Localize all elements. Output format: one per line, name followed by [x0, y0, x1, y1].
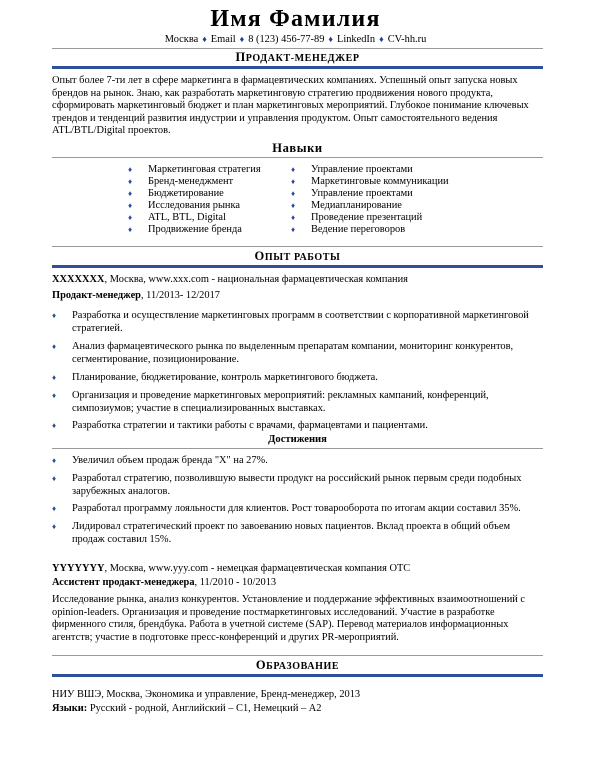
job-duty-item: ♦ Анализ фармацевтического рынка по выделенным препаратам компании, мониторинг конкурентов, сегментирование, позиционирование.: [52, 341, 514, 365]
job-duty-item: ♦ Планирование, бюджетирование, контроль маркетингового бюджета.: [52, 372, 378, 383]
achievement-item: ♦ Разработал стратегию, позволившую вывести продукт на российский рынок первым среди подобных зарубежных аналогов.: [52, 473, 522, 497]
job-duty-item: ♦ Организация и проведение маркетинговых мероприятий: рекламных кампаний, конференций, симпозиумов; участие в специализированных выставках.: [52, 390, 489, 414]
diamond-bullet-icon: ♦: [291, 213, 296, 223]
divider: [52, 655, 543, 656]
divider: [52, 157, 543, 158]
diamond-bullet-icon: ♦: [52, 311, 57, 320]
diamond-bullet-icon: ♦: [128, 165, 133, 174]
diamond-bullet-icon: ♦: [52, 456, 57, 465]
skill-item: ♦ Маркетинговые коммуникации: [291, 176, 449, 188]
experience-heading: ОПЫТ РАБОТЫ: [254, 249, 341, 263]
diamond-bullet-icon: ♦: [52, 342, 57, 351]
summary-text: Опыт более 7-ти лет в сфере маркетинга в фармацевтических компаниях. Успешный опыт запуска новых брендов на рынок. Знаю, как разработать маркетинговую стратегию продвижения нового продукта, сформировать маркетинговый бюджет и план маркетинговых мероприятий. Глубокое понимание ключевых трендов и тенденций развития индустрии и управления продуктом. Опыт самостоятельного ведения ATL/BTL/Digital проектов.: [52, 75, 529, 137]
skills-left-list: [128, 164, 288, 237]
education-line: НИУ ВШЭ, Москва, Экономика и управление, Бренд-менеджер, 2013: [52, 689, 361, 700]
skill-item: ♦ Управление проектами: [291, 164, 413, 175]
diamond-bullet-icon: ♦: [52, 391, 57, 400]
job-duty-item: ♦ Разработка стратегии и тактики работы с врачами, фармацевтами и пациентами.: [52, 420, 428, 431]
job-company-line: XXXXXXX, Москва, www.xxx.com - национальная фармацевтическая компания: [52, 274, 408, 285]
diamond-bullet-icon: ♦: [291, 189, 296, 199]
divider: [52, 448, 543, 449]
education-heading: ОБРАЗОВАНИЕ: [255, 658, 340, 672]
diamond-bullet-icon: ♦: [52, 504, 57, 513]
diamond-separator-icon: ♦: [379, 34, 384, 44]
diamond-separator-icon: ♦: [202, 34, 207, 44]
diamond-bullet-icon: ♦: [128, 201, 133, 211]
achievement-item: ♦ Лидировал стратегический проект по завоеванию новых пациентов. Вклад проекта в общий объем продаж составил 15%.: [52, 521, 511, 545]
skills-right-list: [291, 164, 491, 237]
diamond-bullet-icon: ♦: [52, 373, 57, 382]
diamond-bullet-icon: ♦: [128, 189, 133, 199]
diamond-bullet-icon: ♦: [128, 177, 133, 187]
divider: [52, 48, 543, 49]
skill-item: ♦ Ведение переговоров: [291, 224, 406, 236]
achievement-item: ♦ Увеличил объем продаж бренда "Х" на 27%.: [52, 455, 268, 466]
skill-item: ♦ ATL, BTL, Digital: [128, 212, 226, 224]
job-position-line: Продакт-менеджер, 11/2013- 12/2017: [52, 290, 220, 301]
contact-email: Email: [210, 34, 236, 45]
resume-title: ПРОДАКТ-МЕНЕДЖЕР: [235, 50, 360, 64]
contact-site: CV-hh.ru: [387, 34, 427, 45]
contact-line: [0, 34, 591, 45]
divider-blue: [52, 66, 543, 69]
diamond-bullet-icon: ♦: [291, 201, 296, 211]
diamond-bullet-icon: ♦: [291, 225, 296, 235]
skill-item: ♦ Продвижение бренда: [128, 224, 242, 236]
job-duty-item: ♦ Разработка и осуществление маркетинговых программ в соответствии с корпоративной маркетинговой стратегией.: [52, 310, 529, 334]
divider-blue: [52, 674, 543, 677]
diamond-bullet-icon: ♦: [291, 165, 296, 174]
diamond-separator-icon: ♦: [239, 34, 245, 44]
languages-line: Языки: Русский - родной, Английский – С1, Немецкий – А2: [52, 703, 322, 714]
diamond-separator-icon: ♦: [328, 34, 333, 44]
diamond-bullet-icon: ♦: [52, 474, 57, 483]
skills-heading: Навыки: [272, 141, 323, 155]
diamond-bullet-icon: ♦: [291, 177, 296, 187]
skill-item: ♦ Исследования рынка: [128, 200, 240, 212]
skill-item: ♦ Проведение презентаций: [291, 212, 423, 224]
diamond-bullet-icon: ♦: [52, 421, 57, 430]
skill-item: ♦ Управление проектами: [291, 188, 413, 200]
skill-item: ♦ Бюджетирование: [128, 188, 224, 200]
skill-item: ♦ Маркетинговая стратегия: [128, 164, 261, 175]
contact-city: Москва: [164, 34, 199, 45]
contact-linkedin: LinkedIn: [337, 34, 376, 45]
contact-phone: 8 (123) 456-77-89: [248, 34, 325, 45]
divider-blue: [52, 265, 543, 268]
divider: [52, 246, 543, 247]
diamond-bullet-icon: ♦: [128, 225, 133, 235]
job-description: Исследование рынка, анализ конкурентов. Установление и поддержание эффективных взаимоотношений с opinion-leaders. Организация и проведение постмаркетинговых исследований. Участие в разработке фирменного стиля, брендбука. Работа в учетной системе (SAP). Перевод материалов информационных агентств; участие в подготовке пресс-конференций и других PR-мероприятий.: [52, 594, 526, 643]
job-company-line: YYYYYYY, Москва, www.yyy.com - немецкая фармацевтическая компания ОТС: [52, 563, 411, 574]
skill-item: ♦ Бренд-менеджмент: [128, 176, 234, 188]
diamond-bullet-icon: ♦: [52, 522, 57, 531]
achievement-item: ♦ Разработал программу лояльности для клиентов. Рост товарооборота по итогам акции составил 35%.: [52, 503, 521, 514]
job-position-line: Ассистент продакт-менеджера, 11/2010 - 10/2013: [52, 577, 277, 588]
achievements-heading: Достижения: [268, 434, 327, 445]
diamond-bullet-icon: ♦: [128, 213, 133, 223]
skill-item: ♦ Медиапланирование: [291, 200, 402, 212]
candidate-name: Имя Фамилия: [210, 6, 381, 32]
